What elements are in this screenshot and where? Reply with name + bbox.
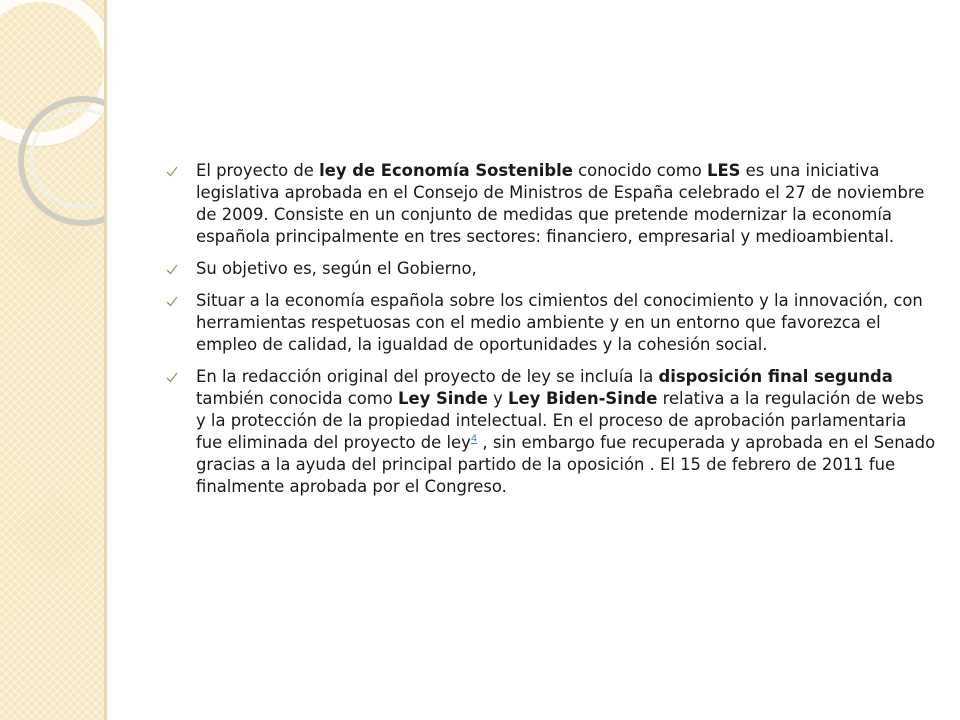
bold-text: LES <box>707 161 741 180</box>
bullet-list <box>166 160 936 508</box>
checkmark-icon <box>166 290 180 312</box>
checkmark-icon <box>166 258 180 280</box>
text-run: también conocida como <box>196 389 399 408</box>
text-run: , sin embargo fue recuperada y aprobada en el Senado gracias a la ayuda del principal partido de la oposición . El 15 de febrero de 2011 fue finalmente aprobada por el Congreso. <box>196 433 936 496</box>
side-panel-edge <box>104 0 107 720</box>
text-run: Su objetivo es, según el Gobierno, <box>196 259 477 278</box>
text-run: En la redacción original del proyecto de ley se incluía la <box>196 367 659 386</box>
bold-text: disposición final segunda <box>658 367 893 386</box>
bold-text: ley de Economía Sostenible <box>319 161 573 180</box>
text-run: El proyecto de <box>196 161 320 180</box>
bullet-item <box>166 290 936 356</box>
text-run: conocido como <box>572 161 707 180</box>
checkmark-icon <box>166 160 180 182</box>
bullet-item <box>166 366 936 498</box>
text-run: relativa a la regulación de webs y la protección de la propiedad intelectual. En el proceso de aprobación parlamentaria fue eliminada del proyecto de ley <box>196 389 924 452</box>
footnote-link[interactable]: 4 <box>470 433 478 445</box>
bold-text: Ley Sinde <box>398 389 488 408</box>
bold-text: Ley Biden-Sinde <box>508 389 658 408</box>
text-run: Situar a la economía española sobre los cimientos del conocimiento y la innovación, con herramientas respetuosas con el medio ambiente y en un entorno que favorezca el empleo de calidad, la igualdad de oportunidades y la cohesión social. <box>196 291 923 354</box>
bullet-item <box>166 258 936 280</box>
text-run: y <box>487 389 509 408</box>
checkmark-icon <box>166 366 180 388</box>
decorative-side-panel <box>0 0 106 720</box>
text-run: es una iniciativa legislativa aprobada en el Consejo de Ministros de España celebrado el 27 de noviembre de 2009. Consiste en un conjunto de medidas que pretende modernizar la economía española principalmente en tres sectores: financiero, empresarial y medioambiental. <box>196 161 925 246</box>
bullet-item <box>166 160 936 248</box>
